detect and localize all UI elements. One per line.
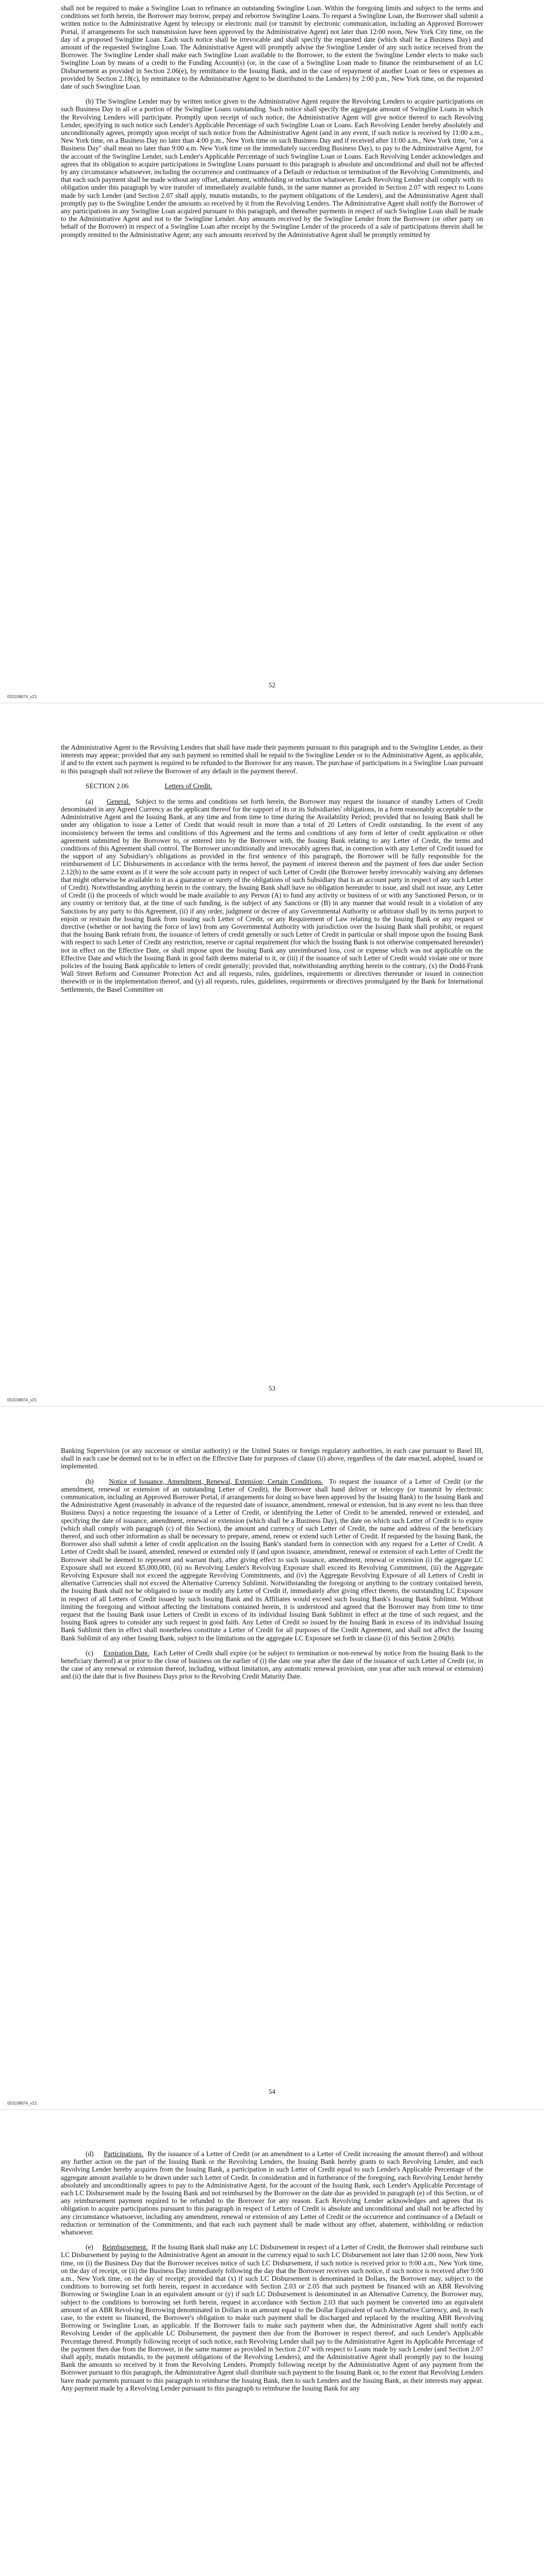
document-id: 053108874_v21 — [7, 1398, 37, 1402]
section-title: Letters of Credit. — [164, 782, 212, 790]
paragraph-heading: Reimbursement. — [102, 2243, 148, 2251]
page-body — [61, 4, 483, 246]
paragraph-basel-continuation: Banking Supervision (or any successor or similar authority) or the United States or foreign regulatory authorities, in each case pursuant to Basel III, shall in each case be deemed not to be in effect on the Effective Date for purposes of clause (ii) above, regardless of the date enacted, adopted, issued or implemented. — [61, 1447, 483, 1470]
paragraph-label: (a) — [86, 797, 93, 805]
page-body — [61, 2150, 483, 2399]
document-page-52 — [0, 0, 544, 703]
paragraph-participations-remittance: the Administrative Agent to the Revolving Lenders that shall have made their payments pursuant to this paragraph and to the Swingline Lender, as their interests may appear; provided that any such payment so remitted shall be repaid to the Swingline Lender or to the Administrative Agent, as applicable, if and to the extent such payment is required to be refunded to the Borrower for any reason. The purchase of participations in a Swingline Loan pursuant to this paragraph shall not relieve the Borrower of any default in the payment thereof. — [61, 743, 483, 775]
document-page-54 — [0, 1406, 544, 2110]
paragraph-text: To request the issuance of a Letter of Credit (or the amendment, renewal or extension of an outstanding Letter of Credit), the Borrower shall hand deliver or telecopy (or transmit by electronic communication, including an Approved Borrower Portal, if arrangements for doing so have been approved by the Issuing Bank) to the Issuing Bank and the Administrative Agent (reasonably in advance of the requested date of issuance, amendment, renewal or extension, but in any event no less than three Business Days) a notice requesting the issuance of a Letter of Credit, or identifying the Letter of Credit to be amended, renewed or extended, and specifying the date of issuance, amendment, renewal or extension (which shall be a Business Day), the date on which such Letter of Credit is to expire (which shall comply with paragraph (c) of this Section), the amount and currency of such Letter of Credit, the name and address of the beneficiary thereof, and such other information as shall be necessary to prepare, amend, renew or extend such Letter of Credit. If requested by the Issuing Bank, the Borrower also shall submit a letter of credit application on the Issuing Bank's standard form in connection with any request for a Letter of Credit. A Letter of Credit shall be issued, amended, renewed or extended only if (and upon issuance, amendment, renewal or extension of each Letter of Credit the Borrower shall be deemed to represent and warrant that), after giving effect to such issuance, amendment, renewal or extension (i) the aggregate LC Exposure shall not exceed $5,000,000, (ii) no Revolving Lender's Revolving Exposure shall exceed its Revolving Commitment, (iii) the Aggregate Revolving Exposure shall not exceed the aggregate Revolving Commitments, and (iv) the Aggregate Revolving Exposure of all Letters of Credit in alternative Currencies shall not exceed the Alternative Currency Sublimit. Notwithstanding the foregoing or anything to the contrary contained herein, the Issuing Bank shall not be obligated to issue or modify any Letter of Credit if, immediately after giving effect thereto, the outstanding LC Exposure in respect of all Letters of Credit issued by such Issuing Bank and its Affiliates would exceed such Issuing Bank's Issuing Bank Sublimit. Without limiting the foregoing and without affecting the limitations contained herein, it is understood and agreed that the Borrower may from time to time request that the Issuing Bank issue Letters of Credit in excess of its individual Issuing Bank Sublimit in effect at the time of such request, and the Issuing Bank agrees to consider any such request in good faith. Any Letter of Credit so issued by the Issuing Bank in excess of its individual Issuing Bank Sublimit then in effect shall nonetheless constitute a Letter of Credit for all purposes of the Credit Agreement, and shall not affect the Issuing Bank Sublimit of any other Issuing Bank, subject to the limitations on the aggregate LC Exposure set forth in clause (i) of this Section 2.06(b). — [61, 1477, 483, 1642]
paragraph-label: (e) — [86, 2243, 93, 2251]
document-id: 053108874_v21 — [7, 694, 37, 699]
paragraph-label: (b) — [86, 1477, 94, 1485]
paragraph-general — [61, 798, 483, 993]
document-page-53 — [0, 703, 544, 1406]
page-number: 52 — [269, 681, 275, 689]
paragraph-text: If the Issuing Bank shall make any LC Disbursement in respect of a Letter of Credit, the Borrower shall reimburse such LC Disbursement by paying to the Administrative Agent an amount in the currency equal to such LC Disbursement not later than 12:00 noon, New York time, on (i) the Business Day that the Borrower receives notice of such LC Disbursement, if such notice is received prior to 9:00 a.m., New York time, on the day of receipt, or (ii) the Business Day immediately following the day that the Borrower receives such notice, if such notice is received after 9:00 a.m., New York time, on the day of receipt; provided that (x) if such LC Disbursement is denominated in Dollars, the Borrower may, subject to the conditions to borrowing set forth herein, request in accordance with Section 2.03 or 2.05 that such payment be financed with an ABR Revolving Borrowing or Swingline Loan in an equivalent amount or (y) if such LC Disbursement is denominated in an Alternative Currency, the Borrower may, subject to the conditions to borrowing set forth herein, request in accordance with Section 2.03 that such payment be converted into an equivalent amount of an ABR Revolving Borrowing denominated in Dollars in an amount equal to the Dollar Equivalent of such Alternative Currency, and, in each case, to the extent so financed, the Borrower's obligation to make such payment shall be discharged and replaced by the resulting ABR Revolving Borrowing or Swingline Loan, as applicable. If the Borrower fails to make such payment when due, the Administrative Agent shall notify each Revolving Lender of the applicable LC Disbursement, the payment then due from the Borrower in respect thereof, and such Lender's Applicable Percentage thereof. Promptly following receipt of such notice, each Revolving Lender shall pay to the Administrative Agent its Applicable Percentage of the payment then due from the Borrower, in the same manner as provided in Section 2.07 with respect to Loans made by such Lender (and Section 2.07 shall apply, mutatis mutandis, to the payment obligations of the Revolving Lenders), and the Administrative Agent shall promptly pay to the Issuing Bank the amounts so received by it from the Revolving Lenders. Promptly following receipt by the Administrative Agent of any payment from the Borrower pursuant to this paragraph, the Administrative Agent shall distribute such payment to the Issuing Bank or, to the extent that Revolving Lenders have made payments pursuant to this paragraph to reimburse the Issuing Bank, then to such Lenders and the Issuing Bank, as their interests may appear. Any payment made by a Revolving Lender pursuant to this paragraph to reimburse the Issuing Bank for any — [61, 2243, 483, 2392]
paragraph-expiration-date — [61, 1649, 483, 1681]
page-number: 53 — [269, 1384, 275, 1392]
paragraph-reimbursement — [61, 2243, 483, 2392]
paragraph-participations — [61, 2150, 483, 2236]
page-body — [61, 743, 483, 1001]
paragraph-heading: Expiration Date. — [103, 1649, 150, 1657]
page-number: 54 — [269, 2088, 275, 2095]
document-page-55 — [0, 2110, 544, 2576]
paragraph-label: (d) — [86, 2150, 94, 2158]
paragraph-label: (c) — [86, 1649, 93, 1657]
paragraph-heading: Notice of Issuance, Amendment, Renewal, Extension; Certain Conditions. — [109, 1477, 323, 1485]
paragraph-text: Subject to the terms and conditions set forth herein, the Borrower may request the issuance of standby Letters of Credit denominated in any Agreed Currency as the applicant thereof for the support of its or its Subsidiaries' obligations, in a form reasonably acceptable to the Administrative Agent and the Issuing Bank, at any time and from time to time during the Availability Period; provided that no Issuing Bank shall be under any obligation to issue a Letter of Credit that would result in more than a total of 20 Letters of Credit outstanding. In the event of any inconsistency between the terms and conditions of this Agreement and the terms and conditions of any form of letter of credit application or other agreement submitted by the Borrower to, or entered into by the Borrower with, the Issuing Bank relating to any Letter of Credit, the terms and conditions of this Agreement shall control. The Borrower unconditionally and irrevocably agrees that, in connection with any Letter of Credit issued for the support of any Subsidiary's obligations as provided in the first sentence of this paragraph, the Borrower will be fully responsible for the reimbursement of LC Disbursements in accordance with the terms hereof, the payment of interest thereon and the payment of fees due under Section 2.12(b) to the same extent as if it were the sole account party in respect of such Letter of Credit (the Borrower hereby irrevocably waiving any defenses that might otherwise be available to it as a guarantor or surety of the obligations of such Subsidiary that is an account party in respect of any such Letter of Credit). Notwithstanding anything herein to the contrary, the Issuing Bank shall have no obligation hereunder to issue, and shall not issue, any Letter of Credit (i) the proceeds of which would be made available to any Person (A) to fund any activity or business of or with any Sanctioned Person, or in any country or territory that, at the time of such funding, is the subject of any Sanctions or (B) in any manner that would result in a violation of any Sanctions by any party to this Agreement, (ii) if any order, judgment or decree of any Governmental Authority or arbitrator shall by its terms purport to enjoin or restrain the Issuing Bank from issuing such Letter of Credit, or any Requirement of Law relating to the Issuing Bank or any request or directive (whether or not having the force of law) from any Governmental Authority with jurisdiction over the Issuing Bank shall prohibit, or request that the Issuing Bank refrain from, the issuance of letters of credit generally or such Letter of Credit in particular or shall impose upon the Issuing Bank with respect to such Letter of Credit any restriction, reserve or capital requirement (for which the Issuing Bank is not otherwise compensated hereunder) not in effect on the Effective Date, or shall impose upon the Issuing Bank any unreimbursed loss, cost or expense which was not applicable on the Effective Date and which the Issuing Bank in good faith deems material to it, or (iii) if the issuance of such Letter of Credit would violate one or more policies of the Issuing Bank applicable to letters of credit generally; provided that, notwithstanding anything herein to the contrary, (x) the Dodd-Frank Wall Street Reform and Consumer Protection Act and all requests, rules, guidelines, requirements or directives thereunder or issued in connection therewith or in the implementation thereof, and (y) all requests, rules, guidelines, requirements or directives promulgated by the Bank for International Settlements, the Basel Committee on — [61, 797, 483, 993]
paragraph-swingline-request: shall not be required to make a Swingline Loan to refinance an outstanding Swingline Loan. Within the foregoing limits and subject to the terms and conditions set forth herein, the Borrower may borrow, prepay and reborrow Swingline Loans. To request a Swingline Loan, the Borrower shall submit a written notice to the Administrative Agent by telecopy or electronic mail (or transmit by electronic communication, including an Approved Borrower Portal, if arrangements for such transmission have been approved by the Administrative Agent) not later than 12:00 noon, New York City time, on the day of a proposed Swingline Loan. Each such notice shall be irrevocable and shall specify the requested date (which shall be a Business Day) and amount of the requested Swingline Loan. The Administrative Agent will promptly advise the Swingline Lender of any such notice received from the Borrower. The Swingline Lender shall make each Swingline Loan available to the Borrower, to the extent the Swingline Lender elects to make such Swingline Loan by means of a credit to the Funding Account(s) (or, in the case of a Swingline Loan made to finance the reimbursement of an LC Disbursement as provided in Section 2.06(e), by remittance to the Issuing Bank, and in the case of repayment of another Loan or fees or expenses as provided by Section 2.18(c), by remittance to the Administrative Agent to be distributed to the Lenders) by 2:00 p.m., New York time, on the requested date of such Swingline Loan. — [61, 4, 483, 91]
paragraph-heading: General. — [106, 797, 130, 805]
paragraph-notice-of-issuance — [61, 1478, 483, 1642]
section-number: SECTION 2.06 — [86, 782, 129, 790]
paragraph-swingline-participations: (b) The Swingline Lender may by written notice given to the Administrative Agent require the Revolving Lenders to acquire participations on such Business Day in all or a portion of the Swingline Loans outstanding. Such notice shall specify the aggregate amount of Swingline Loans in which the Revolving Lenders will participate. Promptly upon receipt of such notice, the Administrative Agent will give notice thereof to each Revolving Lender, specifying in such notice such Lender's Applicable Percentage of such Swingline Loan or Loans. Each Revolving Lender hereby absolutely and unconditionally agrees, promptly upon receipt of such notice from the Administrative Agent (and in any event, if such notice is received by 11:00 a.m., New York time, on a Business Day no later than 4:00 p.m., New York time on such Business Day and if received after 11:00 a.m., New York time, "on a Business Day" shall mean no later than 9:00 a.m. New York time on the immediately succeeding Business Day), to pay to the Administrative Agent, for the account of the Swingline Lender, such Lender's Applicable Percentage of such Swingline Loan or Loans. Each Revolving Lender acknowledges and agrees that its obligation to acquire participations in Swingline Loans pursuant to this paragraph is absolute and unconditional and shall not be affected by any circumstance whatsoever, including the occurrence and continuance of a Default or reduction or termination of the Revolving Commitments, and that each such payment shall be made without any offset, abatement, withholding or reduction whatsoever. Each Revolving Lender shall comply with its obligation under this paragraph by wire transfer of immediately available funds, in the same manner as provided in Section 2.07 with respect to Loans made by such Lender (and Section 2.07 shall apply, mutatis mutandis, to the payment obligations of the Lenders), and the Administrative Agent shall promptly pay to the Swingline Lender the amounts so received by it from the Revolving Lenders. The Administrative Agent shall notify the Borrower of any participations in any Swingline Loan acquired pursuant to this paragraph, and thereafter payments in respect of such Swingline Loan shall be made to the Administrative Agent and not to the Swingline Lender. Any amounts received by the Swingline Lender from the Borrower (or other party on behalf of the Borrower) in respect of a Swingline Loan after receipt by the Swingline Lender of the proceeds of a sale of participations therein shall be promptly remitted to the Administrative Agent; any such amounts received by the Administrative Agent shall be promptly remitted by — [61, 97, 483, 239]
paragraph-text: By the issuance of a Letter of Credit (or an amendment to a Letter of Credit increasing the amount thereof) and without any further action on the part of the Issuing Bank or the Revolving Lenders, the Issuing Bank hereby grants to each Revolving Lender, and each Revolving Lender hereby acquires from the Issuing Bank, a participation in such Letter of Credit equal to such Lender's Applicable Percentage of the aggregate amount available to be drawn under such Letter of Credit. In consideration and in furtherance of the foregoing, each Revolving Lender hereby absolutely and unconditionally agrees to pay to the Administrative Agent, for the account of the Issuing Bank, such Lender's Applicable Percentage of each LC Disbursement made by the Issuing Bank and not reimbursed by the Borrower on the date due as provided in paragraph (e) of this Section, or of any reimbursement payment required to be refunded to the Borrower for any reason. Each Revolving Lender acknowledges and agrees that its obligation to acquire participations pursuant to this paragraph in respect of Letters of Credit is absolute and unconditional and shall not be affected by any circumstance whatsoever, including any amendment, renewal or extension of any Letter of Credit or the occurrence and continuance of a Default or reduction or termination of the Commitments, and that each such payment shall be made without any offset, abatement, withholding or reduction whatsoever. — [61, 2150, 483, 2236]
page-body — [61, 1447, 483, 1688]
paragraph-text: Each Letter of Credit shall expire (or be subject to termination or non-renewal by notice from the Issuing Bank to the beneficiary thereof) at or prior to the close of business on the earlier of (i) the date one year after the date of the issuance of such Letter of Credit (or, in the case of any renewal or extension thereof, including, without limitation, any automatic renewal provision, one year after such renewal or extension) and (ii) the date that is five Business Days prior to the Revolving Credit Maturity Date. — [61, 1649, 483, 1681]
section-heading — [86, 782, 483, 790]
document-id: 053108874_v21 — [7, 2101, 37, 2106]
paragraph-heading: Participations. — [104, 2150, 144, 2158]
